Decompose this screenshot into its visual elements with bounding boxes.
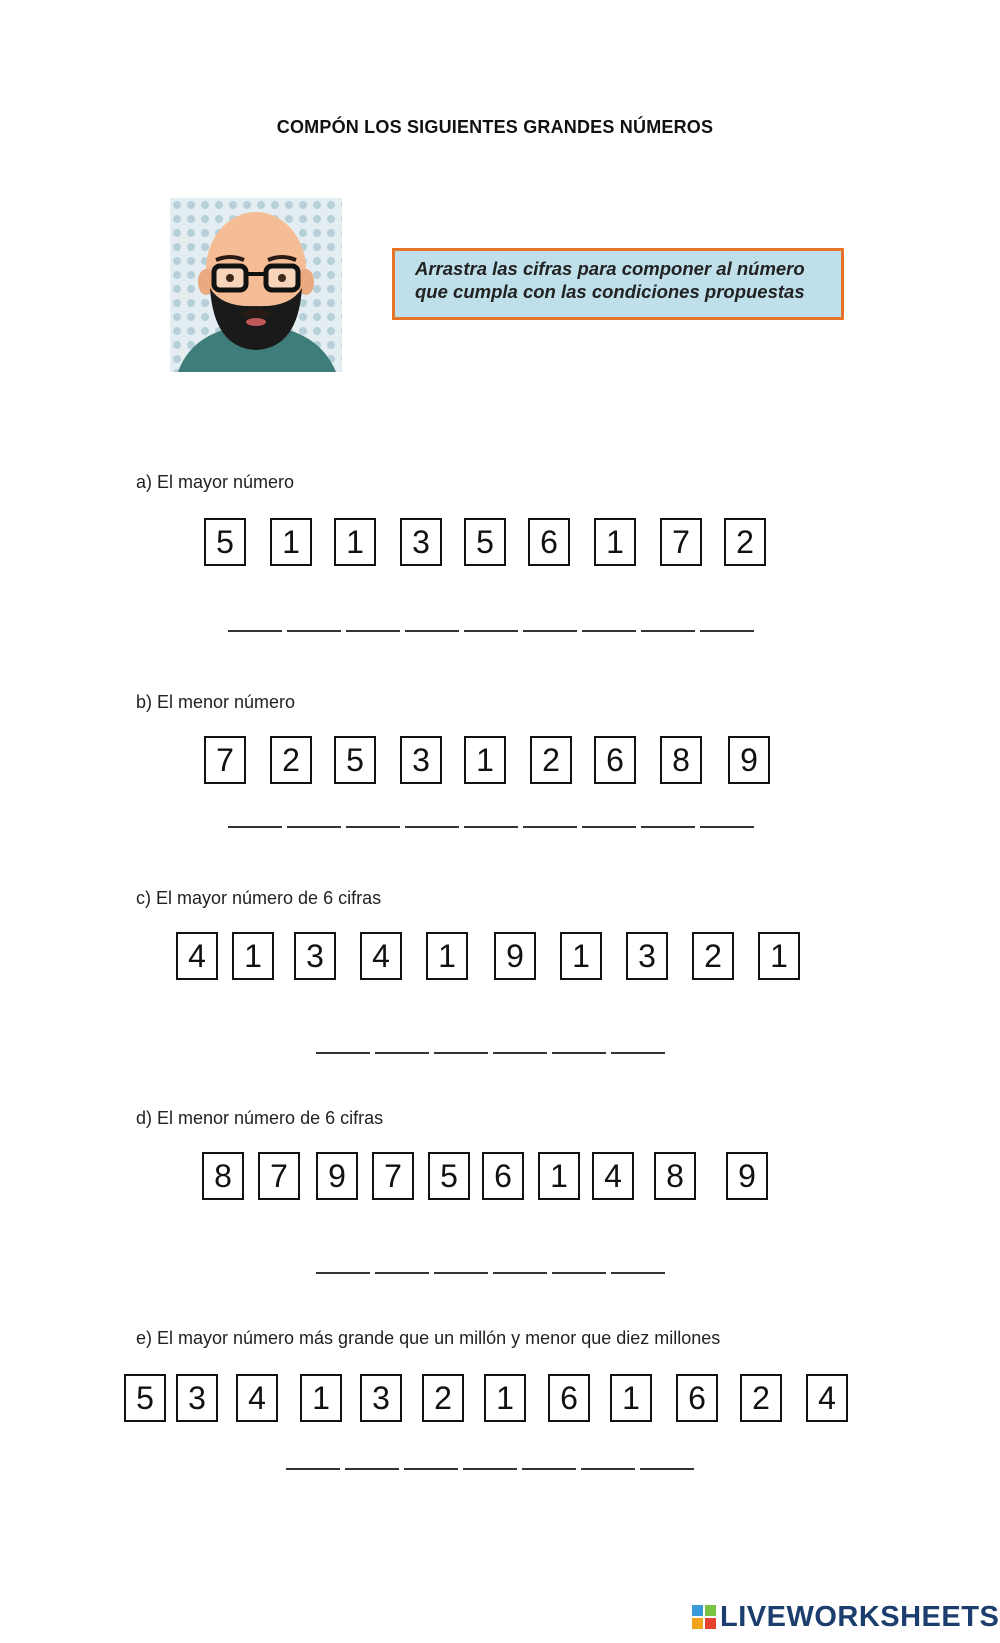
digit-tile[interactable]: 1 [300, 1374, 342, 1422]
digit-tile[interactable]: 5 [204, 518, 246, 566]
answer-slot[interactable] [464, 826, 518, 828]
instruction-box: Arrastra las cifras para componer al número que cumpla con las condiciones propuestas [392, 248, 844, 320]
digit-tile[interactable]: 5 [334, 736, 376, 784]
liveworksheets-logo-icon [692, 1605, 716, 1629]
answer-slot[interactable] [286, 1468, 340, 1470]
answer-slot[interactable] [434, 1272, 488, 1274]
digit-tile[interactable]: 5 [124, 1374, 166, 1422]
digit-tile[interactable]: 5 [464, 518, 506, 566]
answer-slot[interactable] [611, 1272, 665, 1274]
answer-slot[interactable] [405, 630, 459, 632]
answer-slot[interactable] [228, 826, 282, 828]
digit-tile[interactable]: 7 [372, 1152, 414, 1200]
answer-slot[interactable] [345, 1468, 399, 1470]
digit-tile[interactable]: 8 [654, 1152, 696, 1200]
digit-tile[interactable]: 7 [258, 1152, 300, 1200]
digit-tile[interactable]: 4 [806, 1374, 848, 1422]
answer-slot[interactable] [287, 630, 341, 632]
digit-tile[interactable]: 1 [758, 932, 800, 980]
digit-tile[interactable]: 6 [594, 736, 636, 784]
question-label: d) El menor número de 6 cifras [136, 1108, 384, 1128]
digit-tile[interactable]: 6 [528, 518, 570, 566]
teacher-avatar-image [170, 198, 342, 372]
answer-slot[interactable] [493, 1272, 547, 1274]
answer-slot[interactable] [582, 826, 636, 828]
digit-tile[interactable]: 3 [400, 518, 442, 566]
digit-tile[interactable]: 1 [232, 932, 274, 980]
digit-tile[interactable]: 9 [316, 1152, 358, 1200]
answer-slot[interactable] [346, 826, 400, 828]
digit-tile[interactable]: 6 [482, 1152, 524, 1200]
digit-tile[interactable]: 1 [594, 518, 636, 566]
liveworksheets-logo-text: LIVEWORKSHEETS [720, 1600, 1000, 1633]
answer-slot[interactable] [523, 630, 577, 632]
digit-tile[interactable]: 2 [530, 736, 572, 784]
answer-slot[interactable] [552, 1052, 606, 1054]
answer-slot[interactable] [434, 1052, 488, 1054]
digit-tile[interactable]: 1 [610, 1374, 652, 1422]
digit-tile[interactable]: 6 [548, 1374, 590, 1422]
digit-tile[interactable]: 6 [676, 1374, 718, 1422]
digit-tile[interactable]: 2 [724, 518, 766, 566]
digit-tile[interactable]: 4 [176, 932, 218, 980]
answer-slot[interactable] [346, 630, 400, 632]
digit-tile[interactable]: 1 [484, 1374, 526, 1422]
answer-slot[interactable] [463, 1468, 517, 1470]
digit-tile[interactable]: 9 [728, 736, 770, 784]
digit-tile[interactable]: 3 [626, 932, 668, 980]
answer-slot[interactable] [641, 826, 695, 828]
question-label: a) El mayor número [136, 472, 295, 492]
digit-tile[interactable]: 9 [726, 1152, 768, 1200]
answer-slot[interactable] [464, 630, 518, 632]
answer-slot[interactable] [641, 630, 695, 632]
answer-slot[interactable] [640, 1468, 694, 1470]
answer-slot[interactable] [581, 1468, 635, 1470]
question-label: e) El mayor número más grande que un millón y menor que diez millones [136, 1328, 721, 1348]
digit-tile[interactable]: 1 [464, 736, 506, 784]
digit-tile[interactable]: 1 [538, 1152, 580, 1200]
digit-tile[interactable]: 4 [236, 1374, 278, 1422]
answer-slot[interactable] [700, 826, 754, 828]
digit-tile[interactable]: 1 [334, 518, 376, 566]
digit-tile[interactable]: 7 [660, 518, 702, 566]
answer-slot[interactable] [287, 826, 341, 828]
page-title: COMPÓN LOS SIGUIENTES GRANDES NÚMEROS [276, 117, 714, 137]
digit-tile[interactable]: 2 [692, 932, 734, 980]
answer-slot[interactable] [228, 630, 282, 632]
digit-tile[interactable]: 2 [270, 736, 312, 784]
digit-tile[interactable]: 2 [422, 1374, 464, 1422]
digit-tile[interactable]: 9 [494, 932, 536, 980]
question-label: c) El mayor número de 6 cifras [136, 888, 382, 908]
answer-slot[interactable] [404, 1468, 458, 1470]
digit-tile[interactable]: 3 [360, 1374, 402, 1422]
answer-slot[interactable] [493, 1052, 547, 1054]
digit-tile[interactable]: 8 [660, 736, 702, 784]
answer-slot[interactable] [522, 1468, 576, 1470]
digit-tile[interactable]: 4 [592, 1152, 634, 1200]
answer-slot[interactable] [700, 630, 754, 632]
digit-tile[interactable]: 4 [360, 932, 402, 980]
answer-slot[interactable] [375, 1272, 429, 1274]
digit-tile[interactable]: 5 [428, 1152, 470, 1200]
answer-slot[interactable] [316, 1052, 370, 1054]
answer-slot[interactable] [375, 1052, 429, 1054]
digit-tile[interactable]: 3 [176, 1374, 218, 1422]
answer-slot[interactable] [523, 826, 577, 828]
digit-tile[interactable]: 2 [740, 1374, 782, 1422]
digit-tile[interactable]: 8 [202, 1152, 244, 1200]
liveworksheets-logo [692, 1602, 999, 1632]
digit-tile[interactable]: 1 [426, 932, 468, 980]
answer-slot[interactable] [611, 1052, 665, 1054]
digit-tile[interactable]: 1 [270, 518, 312, 566]
digit-tile[interactable]: 3 [294, 932, 336, 980]
answer-slot[interactable] [552, 1272, 606, 1274]
answer-slot[interactable] [405, 826, 459, 828]
answer-slot[interactable] [582, 630, 636, 632]
answer-slot[interactable] [316, 1272, 370, 1274]
digit-tile[interactable]: 1 [560, 932, 602, 980]
question-label: b) El menor número [136, 692, 296, 712]
digit-tile[interactable]: 7 [204, 736, 246, 784]
digit-tile[interactable]: 3 [400, 736, 442, 784]
